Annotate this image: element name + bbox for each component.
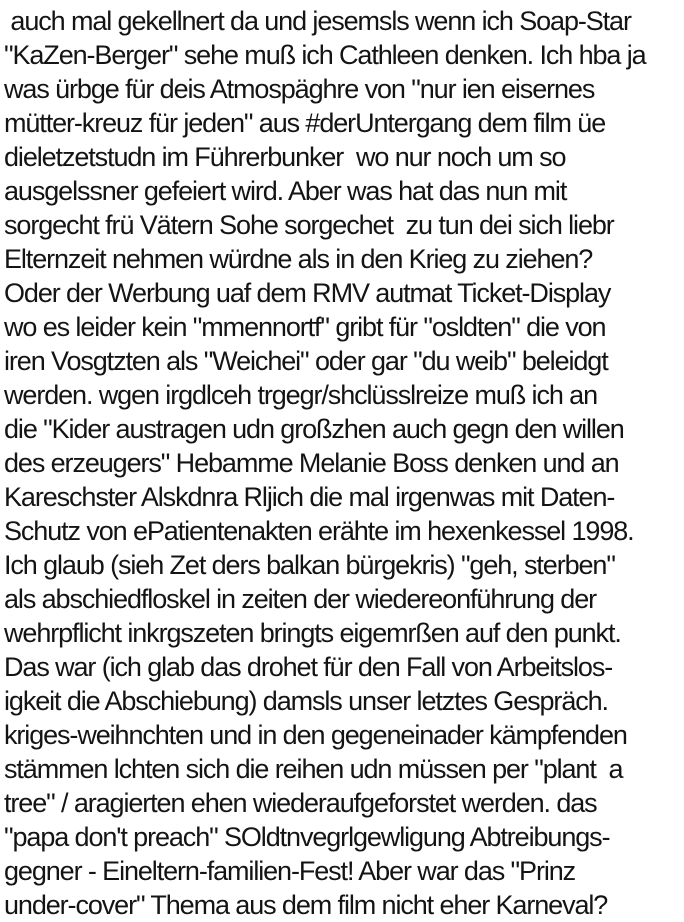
text-line: "KaZen-Berger" sehe muß ich Cathleen denken. Ich hba ja [4, 40, 646, 70]
text-line: ausgelssner gefeiert wird. Aber was hat das nun mit [4, 176, 567, 206]
text-line: auch mal gekellnert da und jesemsls wenn ich Soap-Star [4, 6, 631, 36]
text-line: als abschiedfloskel in zeiten der wiedereonführung der [4, 584, 597, 614]
text-line: stämmen lchten sich die reihen udn müssen per "plant a [4, 754, 623, 784]
text-line: wo es leider kein "mmennortf" gribt für "osldten" die von [4, 312, 606, 342]
text-line: Das war (ich glab das drohet für den Fall von Arbeitslos- [4, 652, 613, 682]
text-line: werden. wgen irgdlceh trgegr/shclüsslreize muß ich an [4, 380, 597, 410]
text-line: mütter-kreuz für jeden" aus #derUntergang dem film üe [4, 108, 606, 138]
text-line: was ürbge für deis Atmospäghre von "nur ien eisernes [4, 74, 595, 104]
text-line: under-cover" Thema aus dem film nicht eher Karneval? [4, 890, 608, 920]
text-line: Schutz von ePatientenakten erähte im hexenkessel 1998. [4, 516, 634, 546]
text-line: Kareschster Alskdnra Rljich die mal irgenwas mit Daten- [4, 482, 615, 512]
text-line: wehrpflicht inkrgszeten bringts eigemrßen auf den punkt. [4, 618, 621, 648]
text-line: dieletzetstudn im Führerbunker wo nur noch um so [4, 142, 566, 172]
text-line: Oder der Werbung uaf dem RMV autmat Ticket-Display [4, 278, 611, 308]
text-line: kriges-weihnchten und in den gegeneinader kämpfenden [4, 720, 627, 750]
text-line: Elternzeit nehmen würdne als in den Krieg zu ziehen? [4, 244, 593, 274]
text-line: igkeit die Abschiebung) damsls unser letztes Gespräch. [4, 686, 608, 716]
text-line: gegner - Eineltern-familien-Fest! Aber war das "Prinz [4, 856, 576, 886]
text-line: iren Vosgtzten als "Weichei" oder gar "du weib" beleidgt [4, 346, 608, 376]
text-line: des erzeugers" Hebamme Melanie Boss denken und an [4, 448, 619, 478]
text-line: "papa don't preach" SOldtnvegrlgewligung Abtreibungs- [4, 822, 610, 852]
text-line: sorgecht frü Vätern Sohe sorgechet zu tun dei sich liebr [4, 210, 614, 240]
text-line: tree" / aragierten ehen wiederaufgeforstet werden. das [4, 788, 597, 818]
text-line: Ich glaub (sieh Zet ders balkan bürgekris) "geh, sterben" [4, 550, 615, 580]
text-line: die "Kider austragen udn großzhen auch gegn den willen [4, 414, 624, 444]
